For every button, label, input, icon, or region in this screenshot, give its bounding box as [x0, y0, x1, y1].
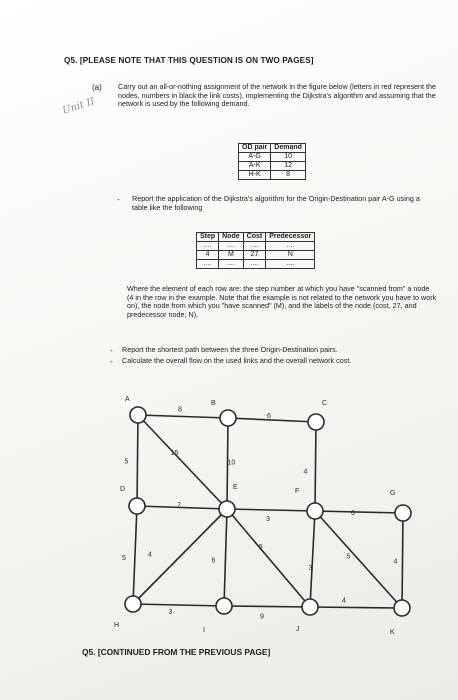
bullet-dash: -: [110, 346, 113, 355]
report-instruction: Report the application of the Dijkstra's algorithm for the Origin-Destination pair A-G using a table like the following: [132, 194, 420, 212]
table-header: Step: [197, 233, 219, 242]
table-cell: 12: [271, 162, 306, 171]
link-e-j: [227, 509, 310, 607]
link-cost-b-c: 6: [267, 413, 271, 420]
node-c: [308, 414, 324, 430]
table-cell: 8: [271, 171, 306, 180]
link-cost-a-d: 5: [124, 458, 129, 466]
link-cost-f-k: 5: [346, 553, 351, 561]
link-h-i: [133, 604, 224, 606]
node-label-e: E: [233, 484, 238, 491]
table-row: [197, 260, 315, 269]
table-row: [239, 153, 306, 162]
link-d-e: [137, 506, 227, 509]
link-cost-e-h: 4: [148, 551, 152, 559]
link-f-g: [315, 511, 403, 513]
table-header-row: [239, 144, 306, 153]
link-cost-g-k: 4: [393, 558, 398, 566]
link-a-d: [137, 415, 138, 506]
node-label-d: D: [120, 486, 126, 493]
link-cost-d-e: 7: [177, 502, 181, 510]
dijkstra-step-table: [196, 232, 315, 269]
intro-paragraph: Carry out an all-or-nothing assignment of the network in the figure below (letters in red represent the nodes, numbers in black the link costs), implementing the Dijkstra's algorithm and assuming that the network is used by the following demand.: [118, 82, 437, 109]
node-f: [307, 503, 323, 519]
node-h: [125, 596, 141, 612]
node-i: [216, 598, 232, 614]
table-cell: H-K: [239, 171, 271, 180]
node-b: [220, 410, 236, 426]
link-cost-f-g: 6: [351, 510, 355, 517]
table-cell: ....: [266, 242, 315, 251]
link-cost-a-b: 8: [178, 406, 182, 414]
shortest-path-instruction: Report the shortest path between the three Origin-Destination pairs.: [122, 345, 338, 354]
node-label-j: J: [296, 626, 300, 633]
table-cell: ....: [197, 260, 219, 269]
link-cost-d-h: 5: [122, 555, 126, 562]
table-cell: ....: [266, 260, 315, 269]
link-cost-e-j: 6: [258, 544, 263, 551]
node-a: [130, 407, 146, 423]
table-cell: ....: [219, 242, 244, 251]
row-explanation-paragraph: Where the element of each row are: the step number at which you have "scanned from" a node (4 in the row in the example. Note that the example is not related to the network you have to work on), the node from which you "have scanned" (M), and the labels of the node (cost, 27, and predecessor node, N).: [127, 284, 437, 319]
link-cost-c-f: 4: [303, 468, 308, 476]
node-label-a: A: [125, 396, 130, 403]
table-header: Demand: [271, 144, 306, 153]
table-cell: ....: [243, 242, 266, 251]
link-cost-h-i: 3: [168, 609, 173, 616]
table-row: [197, 251, 315, 260]
link-cost-e-f: 3: [266, 516, 270, 523]
table-header: Cost: [243, 233, 266, 242]
link-cost-j-k: 4: [342, 597, 346, 605]
table-cell: A-G: [239, 153, 271, 162]
link-j-k: [310, 607, 402, 608]
node-label-f: F: [295, 488, 300, 495]
link-a-b: [138, 415, 228, 418]
node-g: [395, 505, 411, 521]
od-demand-table: [238, 143, 306, 180]
part-label: (a): [92, 83, 102, 92]
node-label-b: B: [211, 400, 216, 407]
flow-cost-instruction: Calculate the overall flow on the used links and the overall network cost.: [122, 356, 352, 365]
question-title: Q5. [PLEASE NOTE THAT THIS QUESTION IS ON TWO PAGES]: [64, 56, 314, 65]
link-cost-i-j: 9: [260, 613, 264, 621]
continued-heading: Q5. [CONTINUED FROM THE PREVIOUS PAGE]: [82, 647, 271, 657]
table-cell: 27: [243, 251, 266, 260]
handwritten-note: Unit II: [61, 96, 97, 117]
table-row: [197, 242, 315, 251]
node-label-i: I: [203, 627, 205, 634]
node-k: [394, 600, 410, 616]
table-row: [239, 162, 306, 171]
node-e: [219, 501, 235, 517]
link-c-f: [315, 422, 316, 511]
link-i-j: [224, 606, 310, 607]
table-header: Node: [219, 233, 244, 242]
node-label-g: G: [390, 490, 396, 497]
link-e-f: [227, 509, 315, 511]
table-cell: ....: [197, 242, 219, 251]
link-cost-a-e: 15: [170, 450, 179, 457]
node-d: [129, 498, 145, 514]
table-cell: ....: [243, 260, 266, 269]
link-d-h: [133, 506, 137, 604]
link-a-e: [138, 415, 227, 509]
table-header: OD pair: [239, 144, 271, 153]
table-cell: N: [266, 251, 315, 260]
link-b-c: [228, 418, 316, 422]
table-header: Predecessor: [266, 233, 315, 242]
link-cost-e-i: 6: [211, 557, 216, 565]
table-header-row: [197, 233, 315, 242]
table-cell: A-K: [239, 162, 271, 171]
node-label-k: K: [390, 629, 395, 636]
table-row: [239, 171, 306, 180]
table-cell: ....: [219, 260, 244, 269]
bullet-dash: -: [110, 357, 113, 366]
link-f-k: [315, 511, 402, 608]
network-diagram: [100, 385, 420, 640]
link-cost-f-j: 3: [308, 565, 313, 572]
link-f-j: [310, 511, 315, 607]
link-g-k: [402, 513, 403, 608]
node-label-c: C: [322, 400, 328, 407]
node-label-h: H: [114, 622, 120, 629]
link-cost-b-e: 10: [227, 459, 236, 467]
table-cell: 4: [197, 251, 219, 260]
bullet-dash: -: [117, 195, 120, 204]
table-cell: M: [219, 251, 244, 260]
table-cell: 10: [271, 153, 306, 162]
node-j: [302, 599, 318, 615]
link-e-i: [224, 509, 227, 606]
